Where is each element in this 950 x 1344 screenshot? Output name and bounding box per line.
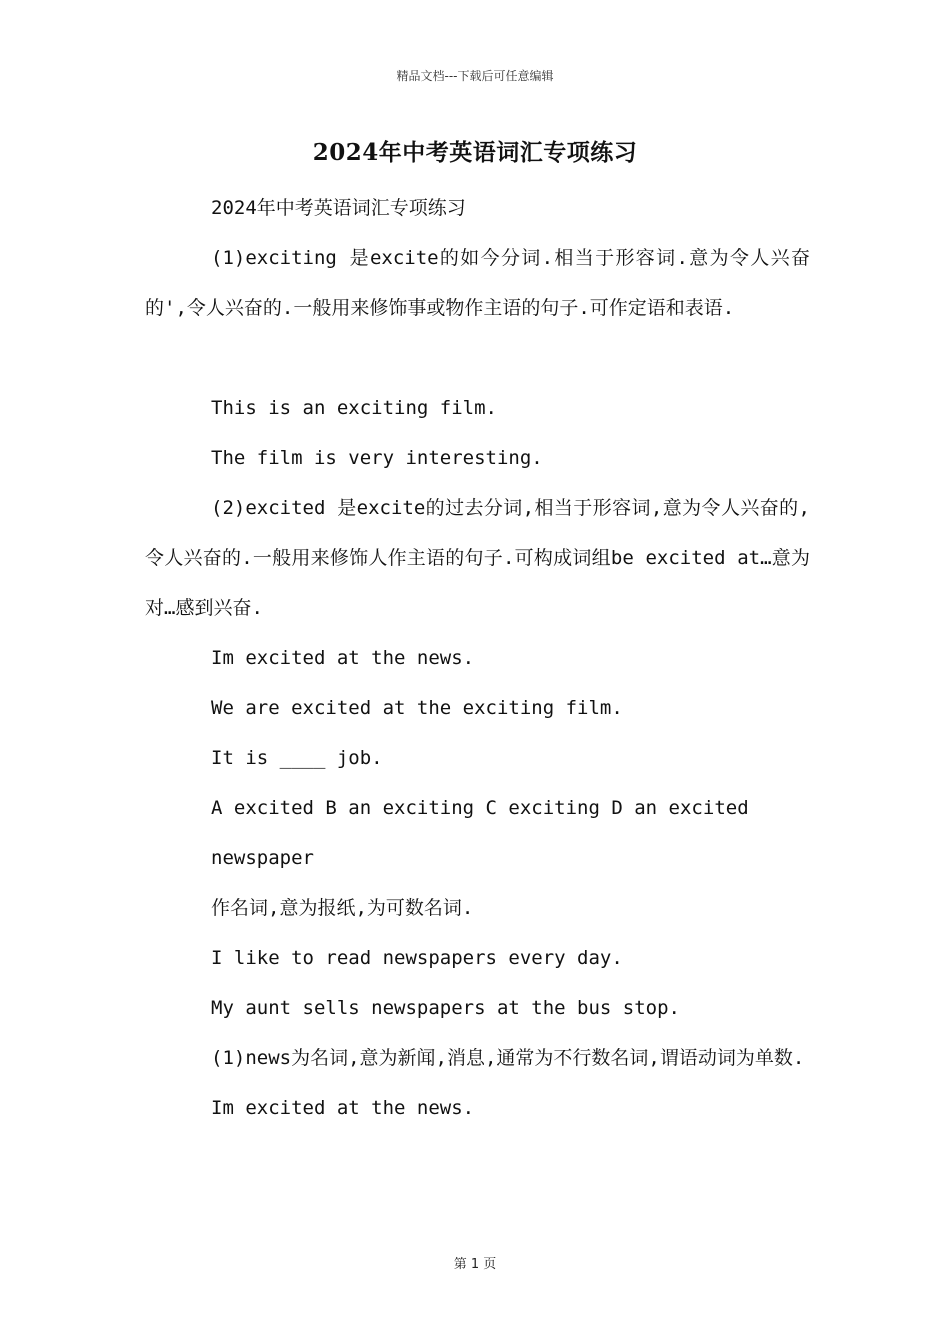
example-sentence: My aunt sells newspapers at the bus stop. xyxy=(211,997,680,1019)
paragraph-newspaper-definition: 作名词,意为报纸,为可数名词. xyxy=(211,897,474,919)
example-sentence: We are excited at the exciting film. xyxy=(211,697,623,719)
document-title: 2024年中考英语词汇专项练习 xyxy=(312,139,638,166)
blank-line xyxy=(145,333,810,383)
example-sentence: Im excited at the news. xyxy=(211,647,475,669)
paragraph-subtitle: 2024年中考英语词汇专项练习 xyxy=(211,197,466,219)
example-sentence: The film is very interesting. xyxy=(211,447,543,469)
exercise-options: A excited B an exciting C exciting D an excited xyxy=(211,797,749,819)
page-header: 精品文档---下载后可任意编辑 xyxy=(396,69,554,83)
paragraph-excited-definition: (2)excited 是excite的过去分词,相当于形容词,意为令人兴奋的,令人兴奋的.一般用来修饰人作主语的句子.可构成词组be excited at…意为对…感到兴奋. xyxy=(145,497,810,619)
example-sentence: This is an exciting film. xyxy=(211,397,497,419)
exercise-question: It is ____ job. xyxy=(211,747,383,769)
paragraph-exciting-definition: (1)exciting 是excite的如今分词.相当于形容词.意为令人兴奋的',令人兴奋的.一般用来修饰事或物作主语的句子.可作定语和表语. xyxy=(145,247,810,319)
example-sentence: Im excited at the news. xyxy=(211,1097,475,1119)
document-body xyxy=(145,183,810,1133)
example-sentence: I like to read newspapers every day. xyxy=(211,947,623,969)
paragraph-news-definition: (1)news为名词,意为新闻,消息,通常为不行数名词,谓语动词为单数. xyxy=(211,1047,805,1069)
page-number: 第 1 页 xyxy=(453,1257,497,1272)
vocabulary-word: newspaper xyxy=(211,847,314,869)
